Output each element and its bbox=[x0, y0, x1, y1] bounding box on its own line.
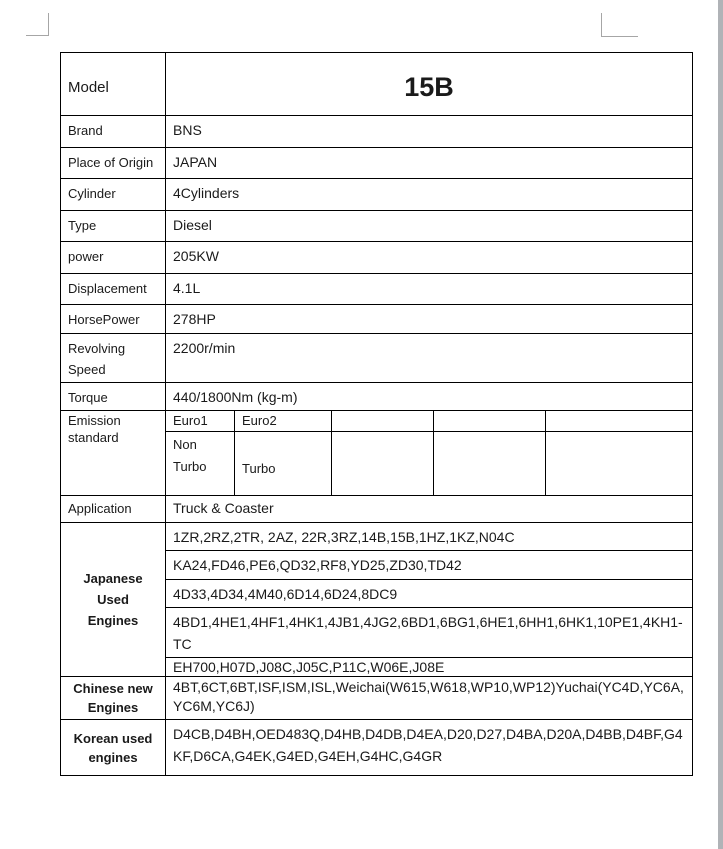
place-of-origin-label[interactable]: Place of Origin bbox=[61, 148, 166, 179]
chinese-new-engines-value[interactable]: 4BT,6CT,6BT,ISF,ISM,ISL,Weichai(W615,W618,WP10,WP12)Yuchai(YC4D,YC6A,YC6M,YC6J) bbox=[166, 677, 693, 720]
emission-euro2-cell[interactable]: Euro2 bbox=[235, 411, 332, 432]
row-power bbox=[61, 242, 693, 274]
row-brand bbox=[61, 116, 693, 148]
korean-used-engines-label[interactable]: Korean used engines bbox=[61, 720, 166, 776]
row-place-of-origin bbox=[61, 148, 693, 179]
japanese-engines-row-3[interactable]: 4D33,4D34,4M40,6D14,6D24,8DC9 bbox=[166, 580, 693, 608]
engine-spec-table bbox=[60, 52, 693, 776]
row-horsepower bbox=[61, 305, 693, 334]
korean-used-engines-value[interactable]: D4CB,D4BH,OED483Q,D4HB,D4DB,D4EA,D20,D27,D4BA,D20A,D4BB,D4BF,G4KF,D6CA,G4EK,G4ED,G4EH,G4HC,G4GR bbox=[166, 720, 693, 776]
row-cylinder bbox=[61, 179, 693, 211]
emission-empty-cell[interactable] bbox=[332, 432, 434, 496]
model-label[interactable]: Model bbox=[61, 53, 166, 116]
application-label[interactable]: Application bbox=[61, 496, 166, 523]
window-edge-strip bbox=[718, 0, 723, 849]
emission-empty-cell[interactable] bbox=[434, 432, 546, 496]
japanese-used-engines-label[interactable]: Japanese Used Engines bbox=[61, 523, 166, 677]
horsepower-label[interactable]: HorsePower bbox=[61, 305, 166, 334]
row-revolving-speed bbox=[61, 334, 693, 383]
emission-standard-label[interactable]: Emission standard bbox=[61, 411, 166, 496]
emission-turbo-cell[interactable]: Turbo bbox=[235, 432, 332, 496]
chinese-new-engines-label[interactable]: Chinese new Engines bbox=[61, 677, 166, 720]
row-torque bbox=[61, 383, 693, 411]
row-type bbox=[61, 211, 693, 242]
row-chinese-new-engines bbox=[61, 677, 693, 720]
brand-value[interactable]: BNS bbox=[166, 116, 693, 148]
row-korean-used-engines bbox=[61, 720, 693, 776]
cylinder-value[interactable]: 4Cylinders bbox=[166, 179, 693, 211]
row-displacement bbox=[61, 274, 693, 305]
type-label[interactable]: Type bbox=[61, 211, 166, 242]
revolving-speed-value[interactable]: 2200r/min bbox=[166, 334, 693, 383]
row-emission-standard-1 bbox=[61, 411, 693, 432]
displacement-value[interactable]: 4.1L bbox=[166, 274, 693, 305]
torque-value[interactable]: 440/1800Nm (kg-m) bbox=[166, 383, 693, 411]
emission-non-turbo-cell[interactable]: Non Turbo bbox=[166, 432, 235, 496]
brand-label[interactable]: Brand bbox=[61, 116, 166, 148]
revolving-speed-label[interactable]: Revolving Speed bbox=[61, 334, 166, 383]
type-value[interactable]: Diesel bbox=[166, 211, 693, 242]
margin-crop-mark-top-right bbox=[601, 13, 638, 37]
power-label[interactable]: power bbox=[61, 242, 166, 274]
place-of-origin-value[interactable]: JAPAN bbox=[166, 148, 693, 179]
row-model bbox=[61, 53, 693, 116]
torque-label[interactable]: Torque bbox=[61, 383, 166, 411]
application-value[interactable]: Truck & Coaster bbox=[166, 496, 693, 523]
emission-empty-cell[interactable] bbox=[434, 411, 546, 432]
japanese-engines-row-1[interactable]: 1ZR,2RZ,2TR, 2AZ, 22R,3RZ,14B,15B,1HZ,1KZ,N04C bbox=[166, 523, 693, 551]
model-value[interactable]: 15B bbox=[166, 53, 693, 116]
row-application bbox=[61, 496, 693, 523]
cylinder-label[interactable]: Cylinder bbox=[61, 179, 166, 211]
margin-crop-mark-top-left bbox=[26, 13, 49, 36]
japanese-engines-row-2[interactable]: KA24,FD46,PE6,QD32,RF8,YD25,ZD30,TD42 bbox=[166, 551, 693, 580]
japanese-engines-row-5[interactable]: EH700,H07D,J08C,J05C,P11C,W06E,J08E bbox=[166, 658, 693, 677]
horsepower-value[interactable]: 278HP bbox=[166, 305, 693, 334]
emission-empty-cell[interactable] bbox=[332, 411, 434, 432]
power-value[interactable]: 205KW bbox=[166, 242, 693, 274]
row-japanese-engines-1 bbox=[61, 523, 693, 551]
emission-empty-cell[interactable] bbox=[546, 432, 693, 496]
emission-empty-cell[interactable] bbox=[546, 411, 693, 432]
emission-euro1-cell[interactable]: Euro1 bbox=[166, 411, 235, 432]
japanese-engines-row-4[interactable]: 4BD1,4HE1,4HF1,4HK1,4JB1,4JG2,6BD1,6BG1,6HE1,6HH1,6HK1,10PE1,4KH1-TC bbox=[166, 608, 693, 658]
displacement-label[interactable]: Displacement bbox=[61, 274, 166, 305]
